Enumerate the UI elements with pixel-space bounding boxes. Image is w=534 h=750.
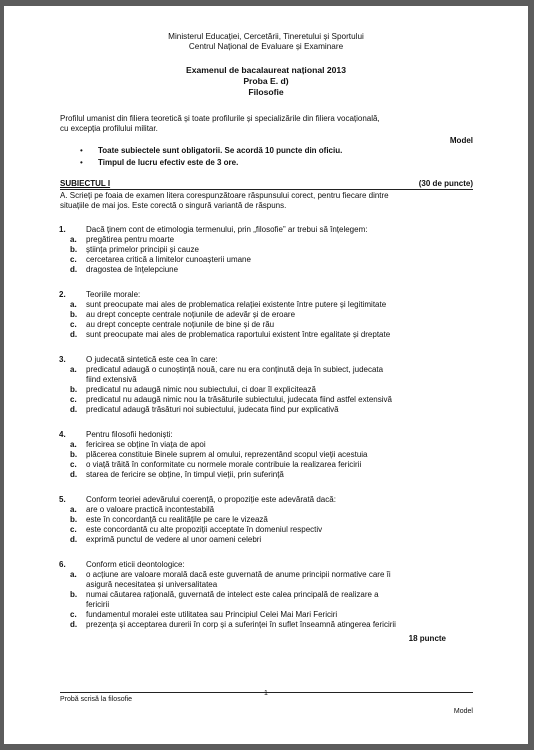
option-letter: b. [70, 515, 78, 524]
section-points: (30 de puncte) [418, 179, 473, 188]
profile-line-2: cu excepția profilului militar. [60, 124, 158, 133]
option-text: predicatul adaugă trăsături noi subiectului, judecata fiind pur explicativă [86, 405, 339, 414]
question-stem: Dacă ținem cont de etimologia termenului, prin „filosofie” ar trebui să înțelegem: [86, 225, 368, 234]
question-number: 2. [59, 290, 66, 299]
option-text: au drept concepte centrale noțiunile de bine și de rău [86, 320, 275, 329]
option-text: o acțiune are valoare morală dacă este guvernată de anume principii normative care îi [86, 570, 391, 579]
question-stem: Conform eticii deontologice: [86, 560, 185, 569]
question-stem: O judecată sintetică este cea în care: [86, 355, 218, 364]
proba-label: Proba E. d) [243, 76, 289, 86]
instruction-line-1: A. Scrieți pe foaia de examen litera corespunzătoare răspunsului corect, pentru fiecare dintre [60, 191, 389, 200]
subject-name: Filosofie [248, 87, 284, 97]
question-number: 6. [59, 560, 66, 569]
option-letter: d. [70, 265, 78, 274]
model-label: Model [449, 136, 473, 145]
question-number: 1. [59, 225, 66, 234]
option-letter: d. [70, 330, 78, 339]
option-letter: a. [70, 505, 77, 514]
option-text: numai căutarea rațională, guvernată de intelect este calea principală de realizare a [86, 590, 379, 599]
question-number: 4. [59, 430, 66, 439]
question-stem: Teoriile morale: [86, 290, 141, 299]
option-text: dragostea de înțelepciune [86, 265, 179, 274]
option-letter: c. [70, 525, 77, 534]
option-text: este în concordanță cu realitățile pe care le vizează [86, 515, 268, 524]
option-text-continued: fericirii [86, 600, 110, 609]
option-text: prezența și acceptarea durerii în corp și a suferinței în suflet înseamnă atingerea fericirii [86, 620, 396, 629]
option-text: predicatul nu adaugă nimic nou la trăsăturile subiectului, judecata fiind astfel extensivă [86, 395, 392, 404]
option-letter: b. [70, 310, 78, 319]
option-text: știința primelor principii și cauze [86, 245, 199, 254]
section-title: SUBIECTUL I [60, 179, 111, 188]
option-text: sunt preocupate mai ales de problematica raportului existent între egalitate și dreptate [86, 330, 391, 339]
option-text: are o valoare practică incontestabilă [86, 505, 215, 514]
section-rule [60, 189, 473, 190]
question-stem: Conform teoriei adevărului coerență, o propoziție este adevărată dacă: [86, 495, 336, 504]
question-number: 5. [59, 495, 66, 504]
rule-2: Timpul de lucru efectiv este de 3 ore. [98, 158, 239, 167]
option-letter: b. [70, 385, 78, 394]
option-letter: a. [70, 570, 77, 579]
rule-1: Toate subiectele sunt obligatorii. Se acordă 10 puncte din oficiu. [98, 146, 343, 155]
option-text: fericirea se obține în viața de apoi [86, 440, 206, 449]
option-text: fundamentul moralei este utilitatea sau Principiul Celei Mai Mari Fericiri [86, 610, 338, 619]
option-text: plăcerea constituie Binele suprem al omului, reprezentând scopul vieții acestuia [86, 450, 368, 459]
question-stem: Pentru filosofii hedoniști: [86, 430, 173, 439]
exam-title: Examenul de bacalaureat național 2013 [185, 65, 346, 75]
option-letter: b. [70, 590, 78, 599]
option-letter: a. [70, 365, 77, 374]
option-letter: d. [70, 470, 78, 479]
option-text: starea de fericire se obține, în timpul vieții, prin suferință [86, 470, 284, 479]
option-letter: c. [70, 255, 77, 264]
profile-line-1: Profilul umanist din filiera teoretică și toate profilurile și specializările din filiera vocațională, [60, 114, 380, 123]
page-number: 1 [264, 690, 268, 697]
option-letter: d. [70, 405, 78, 414]
option-letter: c. [70, 610, 77, 619]
question-number: 3. [59, 355, 66, 364]
option-text: predicatul nu adaugă nimic nou subiectului, ci doar îl explicitează [86, 385, 316, 394]
option-letter: d. [70, 535, 78, 544]
option-text: pregătirea pentru moarte [86, 235, 175, 244]
option-text-continued: asigură necesitatea și universalitatea [86, 580, 218, 589]
option-text: sunt preocupate mai ales de problematica relației existente între putere și legitimitate [86, 300, 387, 309]
bullet-icon: • [80, 146, 83, 155]
footer-left: Probă scrisă la filosofie [60, 696, 132, 703]
option-letter: a. [70, 440, 77, 449]
center-name: Centrul Național de Evaluare și Examinare [188, 42, 344, 51]
option-text: au drept concepte centrale noțiunile de adevăr și de eroare [86, 310, 296, 319]
option-text: o viață trăită în conformitate cu normele morale contribuie la realizarea fericirii [86, 460, 362, 469]
option-letter: b. [70, 245, 78, 254]
option-letter: c. [70, 320, 77, 329]
exam-page [4, 6, 528, 744]
bullet-icon: • [80, 158, 83, 167]
option-text: este concordantă cu alte propoziții acceptate în domeniul respectiv [86, 525, 323, 534]
option-text-continued: fiind extensivă [86, 375, 137, 384]
option-text: cercetarea critică a limitelor cunoașterii umane [86, 255, 251, 264]
total-points: 18 puncte [408, 634, 446, 643]
option-letter: c. [70, 460, 77, 469]
option-letter: c. [70, 395, 77, 404]
option-text: predicatul adaugă o cunoștință nouă, care nu era conținută deja în subiect, judecata [86, 365, 384, 374]
instruction-line-2: situațiile de mai jos. Este corectă o singură variantă de răspuns. [60, 201, 287, 210]
ministry-name: Ministerul Educației, Cercetării, Tineretului și Sportului [168, 32, 364, 41]
footer-right: Model [453, 708, 473, 715]
option-letter: d. [70, 620, 78, 629]
option-text: exprimă punctul de vedere al unor oameni celebri [86, 535, 262, 544]
option-letter: a. [70, 300, 77, 309]
option-letter: b. [70, 450, 78, 459]
option-letter: a. [70, 235, 77, 244]
